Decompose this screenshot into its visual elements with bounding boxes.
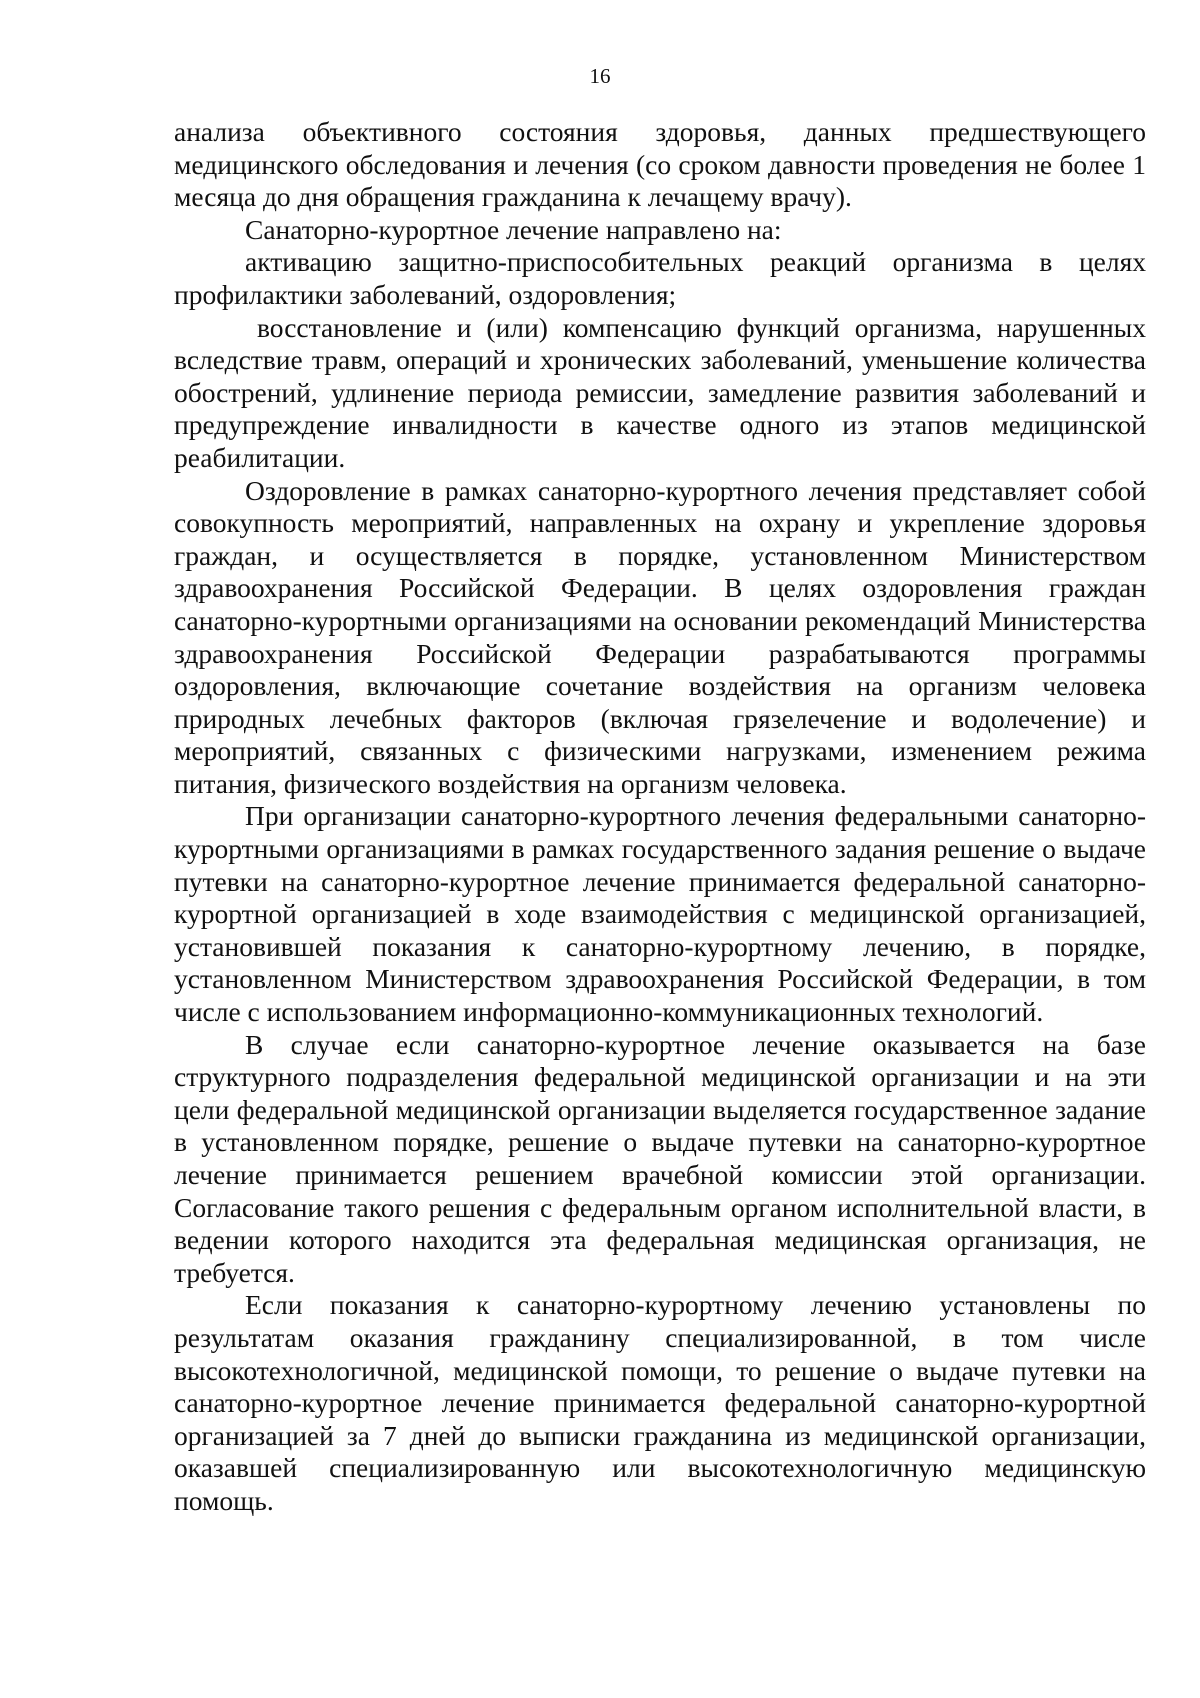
paragraph-specialized-care: Если показания к санаторно-курортному лечению установлены по результатам оказания гражданину специализированной, в том числе высокотехнологичной, медицинской помощи, то решение о выдаче путевки на санаторно-курортное лечение принимается федеральной санаторно-курортной организацией за 7 дней до выписки гражданина из медицинской организации, оказавшей специализированную или высокотехнологичную медицинскую помощь. bbox=[174, 1289, 1146, 1516]
page-number: 16 bbox=[589, 64, 611, 88]
paragraph-federal-organizations: При организации санаторно-курортного лечения федеральными санаторно-курортными организациями в рамках государственного задания решение о выдаче путевки на санаторно-курортное лечение принимается федеральной санаторно-курортной организацией в ходе взаимодействия с медицинской организацией, установившей показания к санаторно-курортному лечению, в порядке, установленном Министерством здравоохранения Российской Федерации, в том числе с использованием информационно-коммуникационных технологий. bbox=[174, 800, 1146, 1028]
paragraph-structural-subdivision: В случае если санаторно-курортное лечение оказывается на базе структурного подразделения федеральной медицинской организации и на эти цели федеральной медицинской организации выделяется государственное задание в установленном порядке, решение о выдаче путевки на санаторно-курортное лечение принимается решением врачебной комиссии этой организации. Согласование такого решения с федеральным органом исполнительной власти, в ведении которого находится эта федеральная медицинская организация, не требуется. bbox=[174, 1028, 1146, 1288]
paragraph-spa-treatment-aims: Санаторно-курортное лечение направлено на: bbox=[245, 213, 782, 245]
paragraph-restoration: восстановление и (или) компенсацию функций организма, нарушенных вследствие травм, операций и хронических заболеваний, уменьшение количества обострений, удлинение периода ремиссии, замедление развития заболеваний и предупреждение инвалидности в качестве одного из этапов медицинской реабилитации. bbox=[174, 311, 1146, 473]
paragraph-health-improvement: Оздоровление в рамках санаторно-курортного лечения представляет собой совокупность мероприятий, направленных на охрану и укрепление здоровья граждан, и осуществляется в порядке, установленном Министерством здравоохранения Российской Федерации. В целях оздоровления граждан санаторно-курортными организациями на основании рекомендаций Министерства здравоохранения Российской Федерации разрабатываются программы оздоровления, включающие сочетание воздействия на организм человека природных лечебных факторов (включая грязелечение и водолечение) и мероприятий, связанных с физическими нагрузками, изменением режима питания, физического воздействия на организм человека. bbox=[174, 474, 1146, 799]
paragraph-activation: активацию защитно-приспособительных реакций организма в целях профилактики заболеваний, оздоровления; bbox=[174, 246, 1146, 310]
paragraph-continuation: анализа объективного состояния здоровья, данных предшествующего медицинского обследования и лечения (со сроком давности проведения не более 1 месяца до дня обращения гражданина к лечащему врачу). bbox=[174, 116, 1146, 213]
document-body bbox=[174, 116, 1146, 1518]
